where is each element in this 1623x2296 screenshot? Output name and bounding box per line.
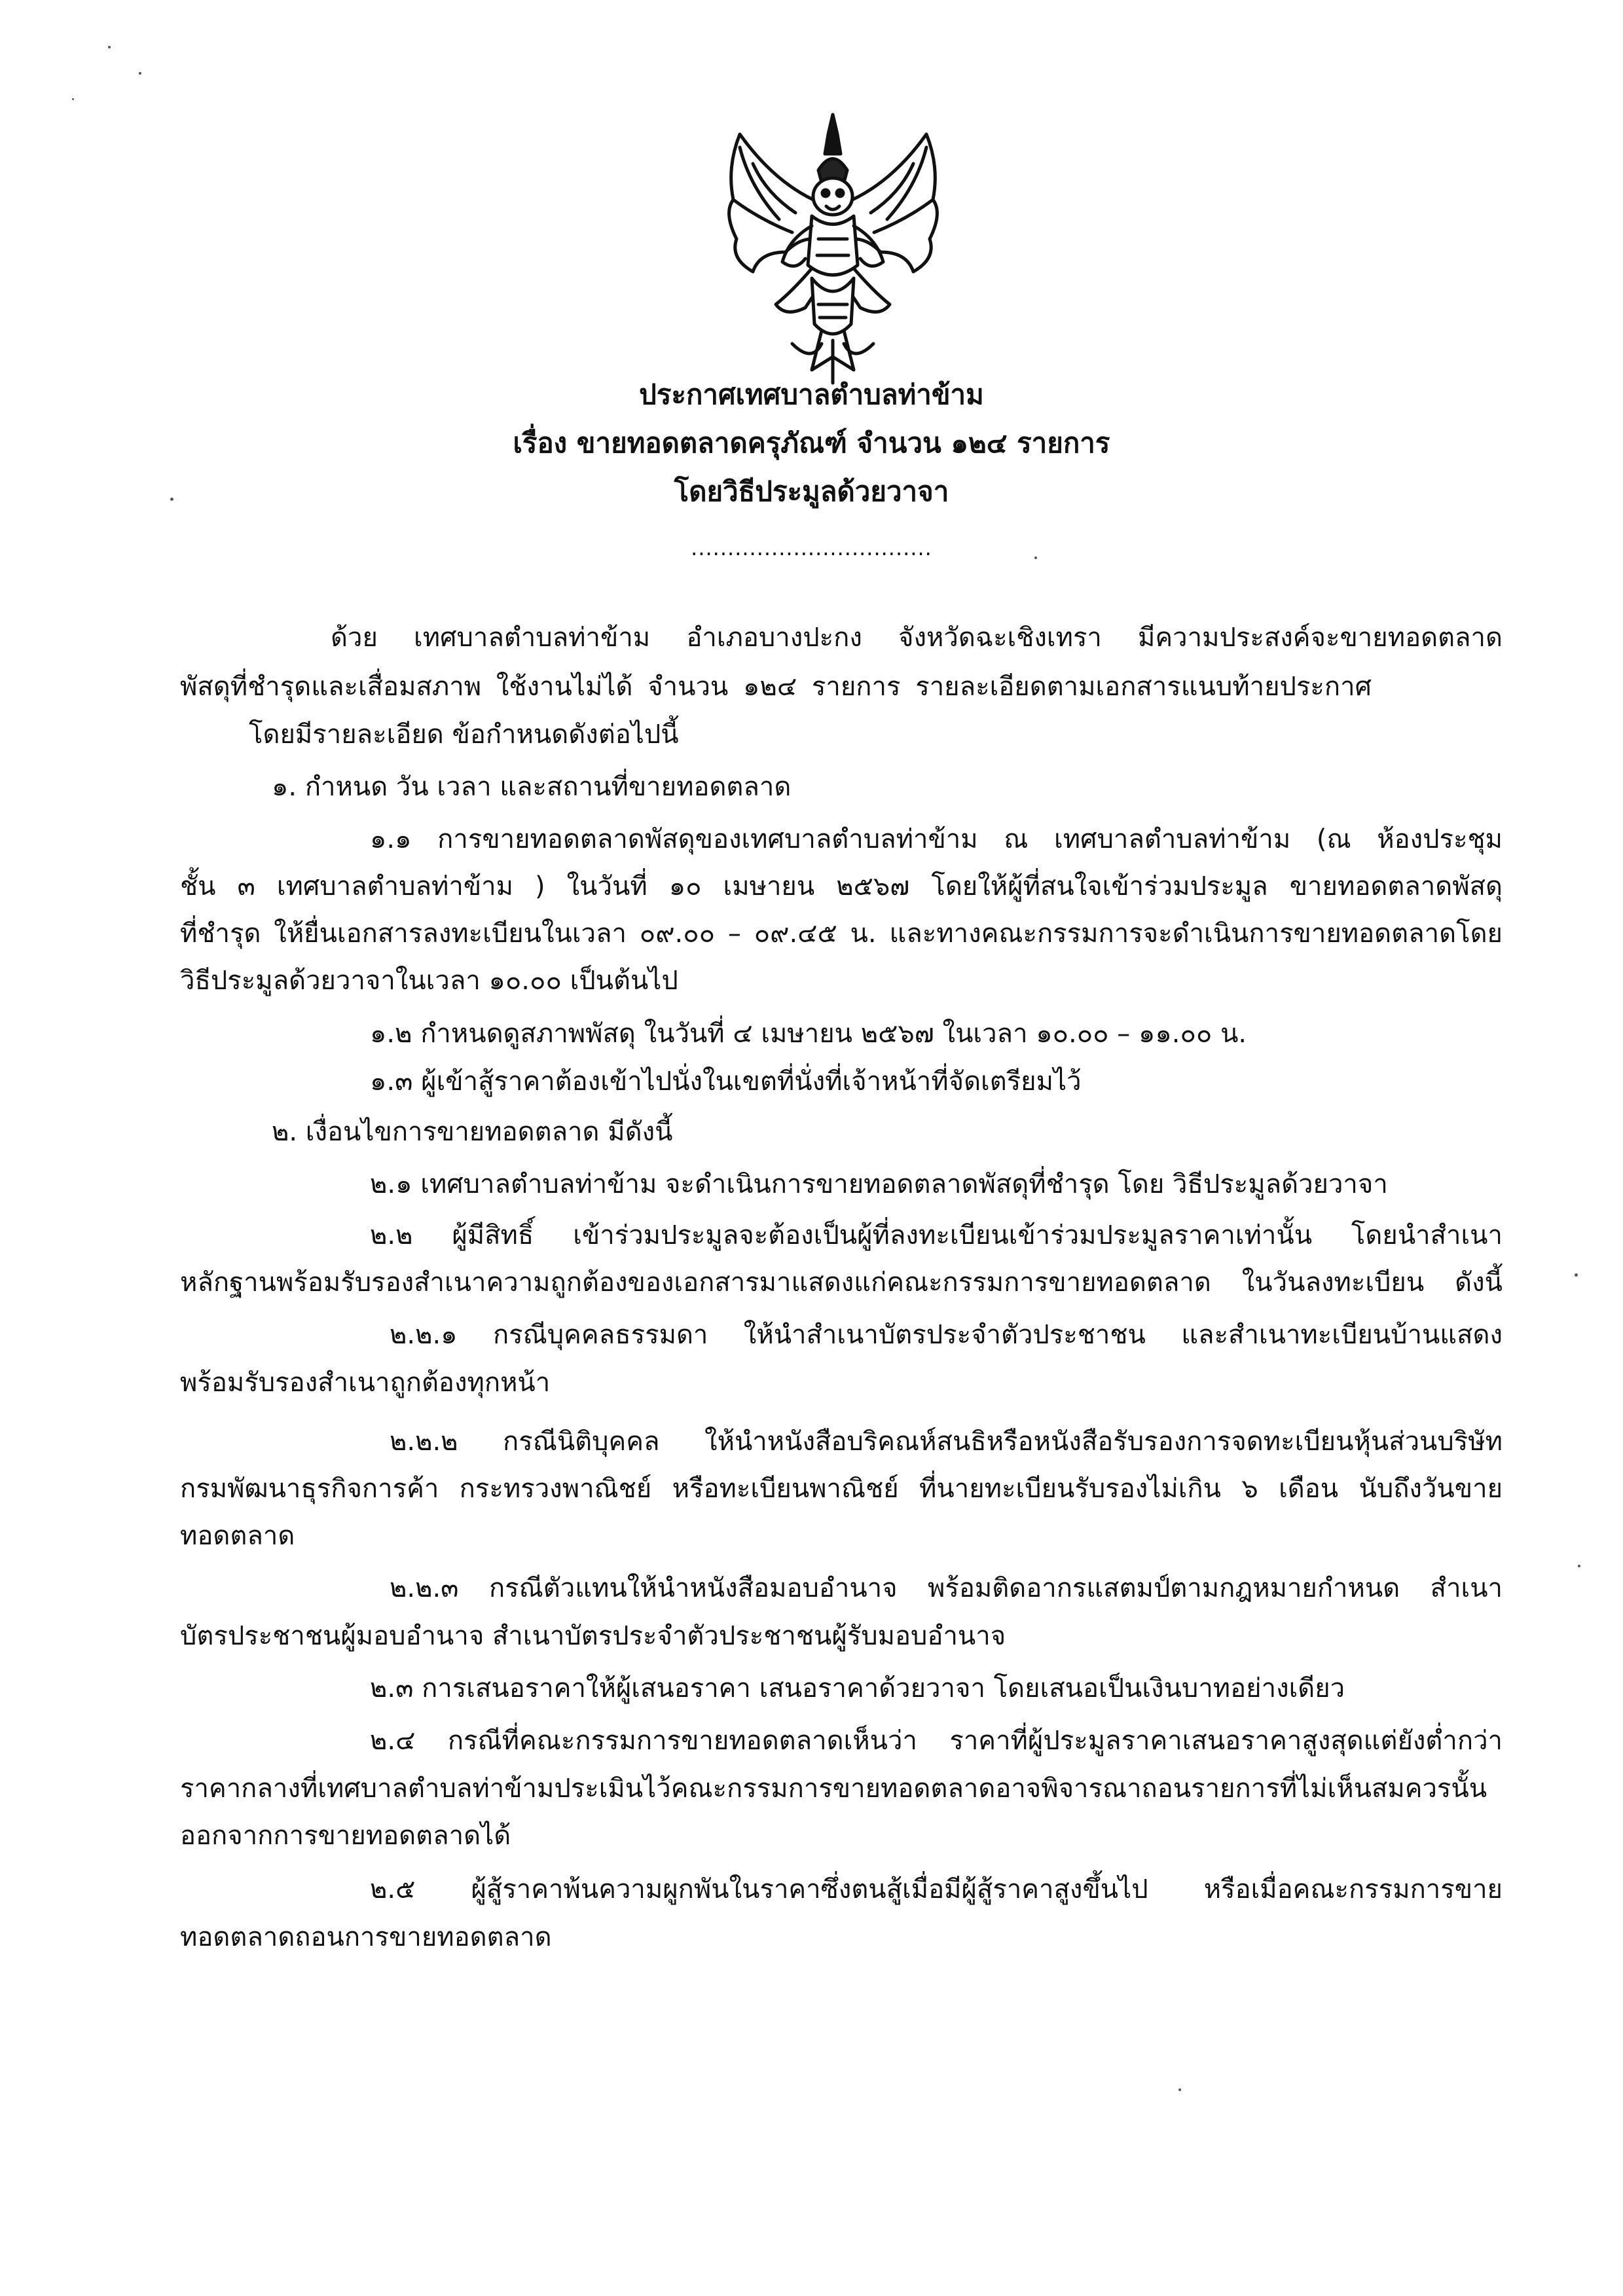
scan-speck [108, 46, 111, 48]
section-1-heading: ๑. กำหนด วัน เวลา และสถานที่ขายทอดตลาด [272, 772, 792, 802]
item-2-2-2-line-1: ๒.๒.๒ กรณีนิติบุคคล ให้นำหนังสือบริคณห์สนธิหรือหนังสือรับรองการจดทะเบียนหุ้นส่วนบริษัท [390, 1427, 1503, 1457]
title-divider-dots: ................................. [691, 536, 932, 560]
intro-line-3: โดยมีรายละเอียด ข้อกำหนดดังต่อไปนี้ [249, 720, 679, 750]
item-2-5-line-2: ทอดตลาดถอนการขายทอดตลาด [180, 1922, 552, 1952]
item-2-4-line-2: ราคากลางที่เทศบาลตำบลท่าข้ามประเมินไว้คณะกรรมการขายทอดตลาดอาจพิจารณาถอนรายการที่ไม่เห็นสมควรนั้น [180, 1774, 1487, 1804]
item-1-1-line-1: ๑.๑ การขายทอดตลาดพัสดุของเทศบาลตำบลท่าข้าม ณ เทศบาลตำบลท่าข้าม (ณ ห้องประชุม [370, 824, 1503, 854]
item-2-2-1-line-1: ๒.๒.๑ กรณีบุคคลธรรมดา ให้นำสำเนาบัตรประจำตัวประชาชน และสำเนาทะเบียนบ้านแสดง [390, 1320, 1503, 1350]
item-2-1: ๒.๑ เทศบาลตำบลท่าข้าม จะดำเนินการขายทอดตลาดพัสดุที่ชำรุด โดย วิธีประมูลด้วยวาจา [370, 1169, 1388, 1199]
announcement-title: ประกาศเทศบาลตำบลท่าข้าม [639, 378, 984, 410]
item-1-1-line-4: วิธีประมูลด้วยวาจาในเวลา ๑๐.๐๐ เป็นต้นไป [180, 966, 678, 996]
garuda-emblem-icon [714, 108, 953, 390]
item-2-2-3-line-2: บัตรประชาชนผู้มอบอำนาจ สำเนาบัตรประจำตัวประชาชนผู้รับมอบอำนาจ [180, 1621, 1006, 1651]
section-2-heading: ๒. เงื่อนไขการขายทอดตลาด มีดังนี้ [272, 1117, 673, 1147]
scan-speck [72, 98, 74, 100]
scan-speck [1034, 556, 1037, 559]
intro-line-1: ด้วย เทศบาลตำบลท่าข้าม อำเภอบางปะกง จังหวัดฉะเชิงเทรา มีความประสงค์จะขายทอดตลาด [331, 623, 1503, 653]
item-1-1-line-3: ที่ชำรุด ให้ยื่นเอกสารลงทะเบียนในเวลา ๐๙.๐๐ – ๐๙.๔๕ น. และทางคณะกรรมการจะดำเนินการขายทอดตลาดโดย [180, 919, 1503, 949]
item-2-2-2-line-3: ทอดตลาด [180, 1521, 295, 1551]
scan-speck [139, 72, 141, 75]
scan-speck [1178, 2088, 1181, 2091]
item-2-2-line-2: หลักฐานพร้อมรับรองสำเนาความถูกต้องของเอกสารมาแสดงแก่คณะกรรมการขายทอดตลาด ในวันลงทะเบียน ดังนี้ [180, 1267, 1503, 1298]
item-2-5-line-1: ๒.๕ ผู้สู้ราคาพ้นความผูกพันในราคาซึ่งตนสู้เมื่อมีผู้สู้ราคาสูงขึ้นไป หรือเมื่อคณะกรรมการขาย [370, 1874, 1503, 1904]
announcement-subject: เรื่อง ขายทอดตลาดครุภัณฑ์ จำนวน ๑๒๔ รายการ [513, 427, 1110, 459]
intro-line-2: พัสดุที่ชำรุดและเสื่อมสภาพ ใช้งานไม่ได้ จำนวน ๑๒๔ รายการ รายละเอียดตามเอกสารแนบท้ายประกาศ [180, 672, 1372, 702]
scan-speck [1578, 1565, 1580, 1567]
item-2-3: ๒.๓ การเสนอราคาให้ผู้เสนอราคา เสนอราคาด้วยวาจา โดยเสนอเป็นเงินบาทอย่างเดียว [370, 1673, 1345, 1704]
scan-speck [170, 498, 173, 501]
item-2-4-line-3: ออกจากการขายทอดตลาดได้ [180, 1821, 511, 1851]
item-2-2-3-line-1: ๒.๒.๓ กรณีตัวแทนให้นำหนังสือมอบอำนาจ พร้อมติดอากรแสตมป์ตามกฎหมายกำหนด สำเนา [390, 1573, 1503, 1603]
announcement-method: โดยวิธีประมูลด้วยวาจา [674, 475, 949, 507]
item-2-2-2-line-2: กรมพัฒนาธุรกิจการค้า กระทรวงพาณิชย์ หรือทะเบียนพาณิชย์ ที่นายทะเบียนรับรองไม่เกิน ๖ เดือน นับถึงวันขาย [180, 1474, 1503, 1504]
scan-speck [1575, 1273, 1578, 1277]
item-2-2-line-1: ๒.๒ ผู้มีสิทธิ์ เข้าร่วมประมูลจะต้องเป็นผู้ที่ลงทะเบียนเข้าร่วมประมูลราคาเท่านั้น โดยนำสำเนา [370, 1220, 1503, 1250]
item-1-3: ๑.๓ ผู้เข้าสู้ราคาต้องเข้าไปนั่งในเขตที่นั่งที่เจ้าหน้าที่จัดเตรียมไว้ [370, 1066, 1082, 1097]
item-1-1-line-2: ชั้น ๓ เทศบาลตำบลท่าข้าม ) ในวันที่ ๑๐ เมษายน ๒๕๖๗ โดยให้ผู้ที่สนใจเข้าร่วมประมูล ขายทอดตลาดพัสดุ [180, 871, 1503, 902]
item-2-4-line-1: ๒.๔ กรณีที่คณะกรรมการขายทอดตลาดเห็นว่า ราคาที่ผู้ประมูลราคาเสนอราคาสูงสุดแต่ยังต่ำกว่า [370, 1726, 1503, 1756]
item-1-2: ๑.๒ กำหนดดูสภาพพัสดุ ในวันที่ ๔ เมษายน ๒๕๖๗ ในเวลา ๑๐.๐๐ – ๑๑.๐๐ น. [370, 1019, 1247, 1049]
item-2-2-1-line-2: พร้อมรับรองสำเนาถูกต้องทุกหน้า [180, 1368, 551, 1398]
